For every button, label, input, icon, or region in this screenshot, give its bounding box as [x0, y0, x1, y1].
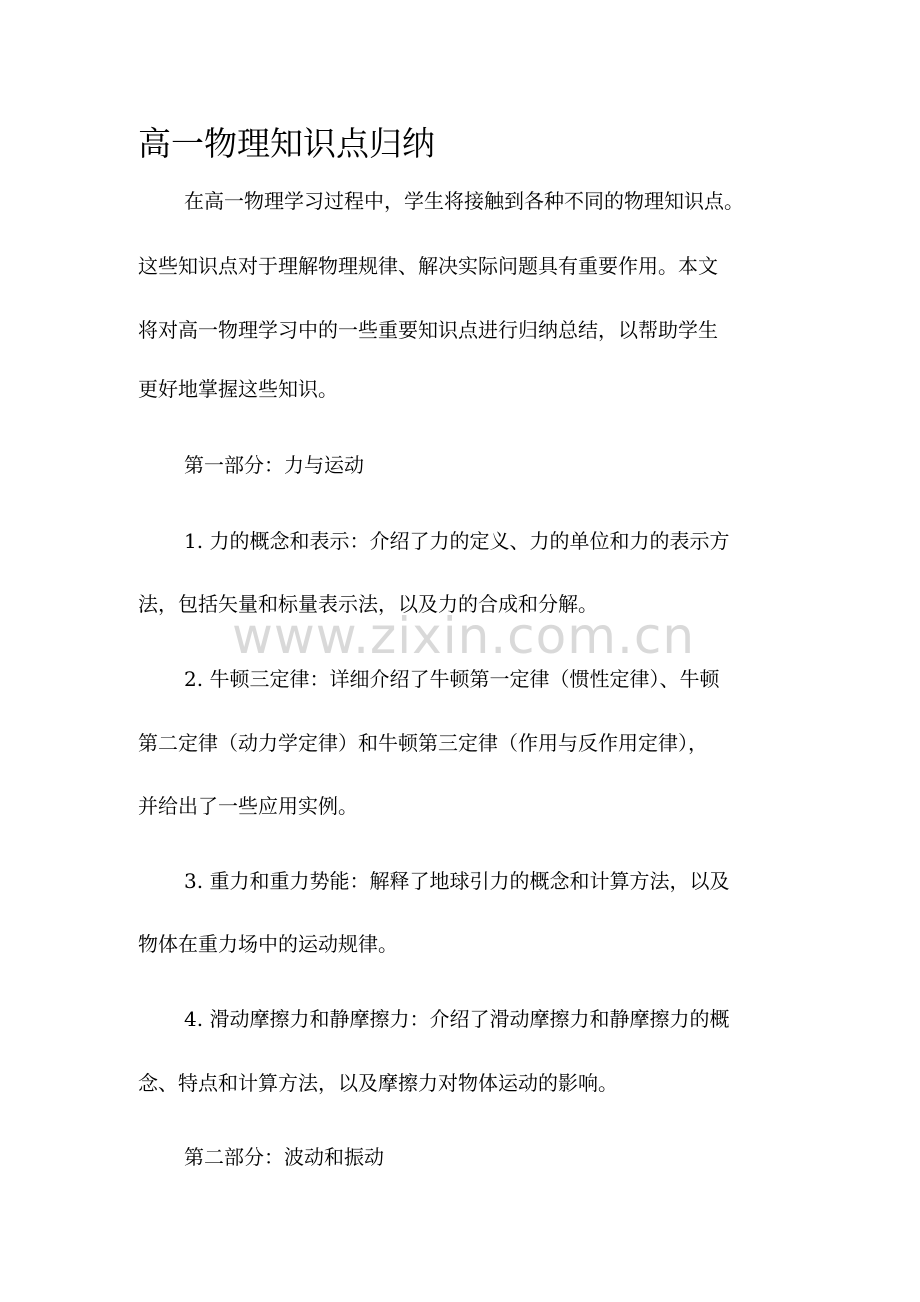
item-3-line-2: 物体在重力场中的运动规律。: [138, 932, 398, 956]
intro-line-3: 将对高一物理学习中的一些重要知识点进行归纳总结，以帮助学生: [138, 318, 718, 342]
item-2-line-3: 并给出了一些应用实例。: [138, 794, 358, 818]
intro-line-4: 更好地掌握这些知识。: [138, 377, 338, 401]
item-4-line-1: 4. 滑动摩擦力和静摩擦力：介绍了滑动摩擦力和静摩擦力的概: [184, 1007, 730, 1031]
section-heading-waves-vibration: 第二部分：波动和振动: [184, 1145, 384, 1169]
section-heading-force-motion: 第一部分：力与运动: [184, 453, 364, 477]
item-1-line-2: 法，包括矢量和标量表示法，以及力的合成和分解。: [138, 592, 598, 616]
item-2-line-2: 第二定律（动力学定律）和牛顿第三定律（作用与反作用定律），: [138, 731, 708, 755]
intro-line-1: 在高一物理学习过程中，学生将接触到各种不同的物理知识点。: [184, 189, 744, 213]
item-4-line-2: 念、特点和计算方法，以及摩擦力对物体运动的影响。: [138, 1071, 618, 1095]
watermark-text: www.zixin.com.cn: [232, 607, 696, 665]
document-title: 高一物理知识点归纳: [138, 124, 435, 163]
item-3-line-1: 3. 重力和重力势能：解释了地球引力的概念和计算方法，以及: [184, 869, 730, 893]
item-1-line-1: 1. 力的概念和表示：介绍了力的定义、力的单位和力的表示方: [184, 529, 730, 553]
item-2-line-1: 2. 牛顿三定律：详细介绍了牛顿第一定律（惯性定律）、牛顿: [184, 667, 720, 691]
intro-line-2: 这些知识点对于理解物理规律、解决实际问题具有重要作用。本文: [138, 254, 718, 278]
